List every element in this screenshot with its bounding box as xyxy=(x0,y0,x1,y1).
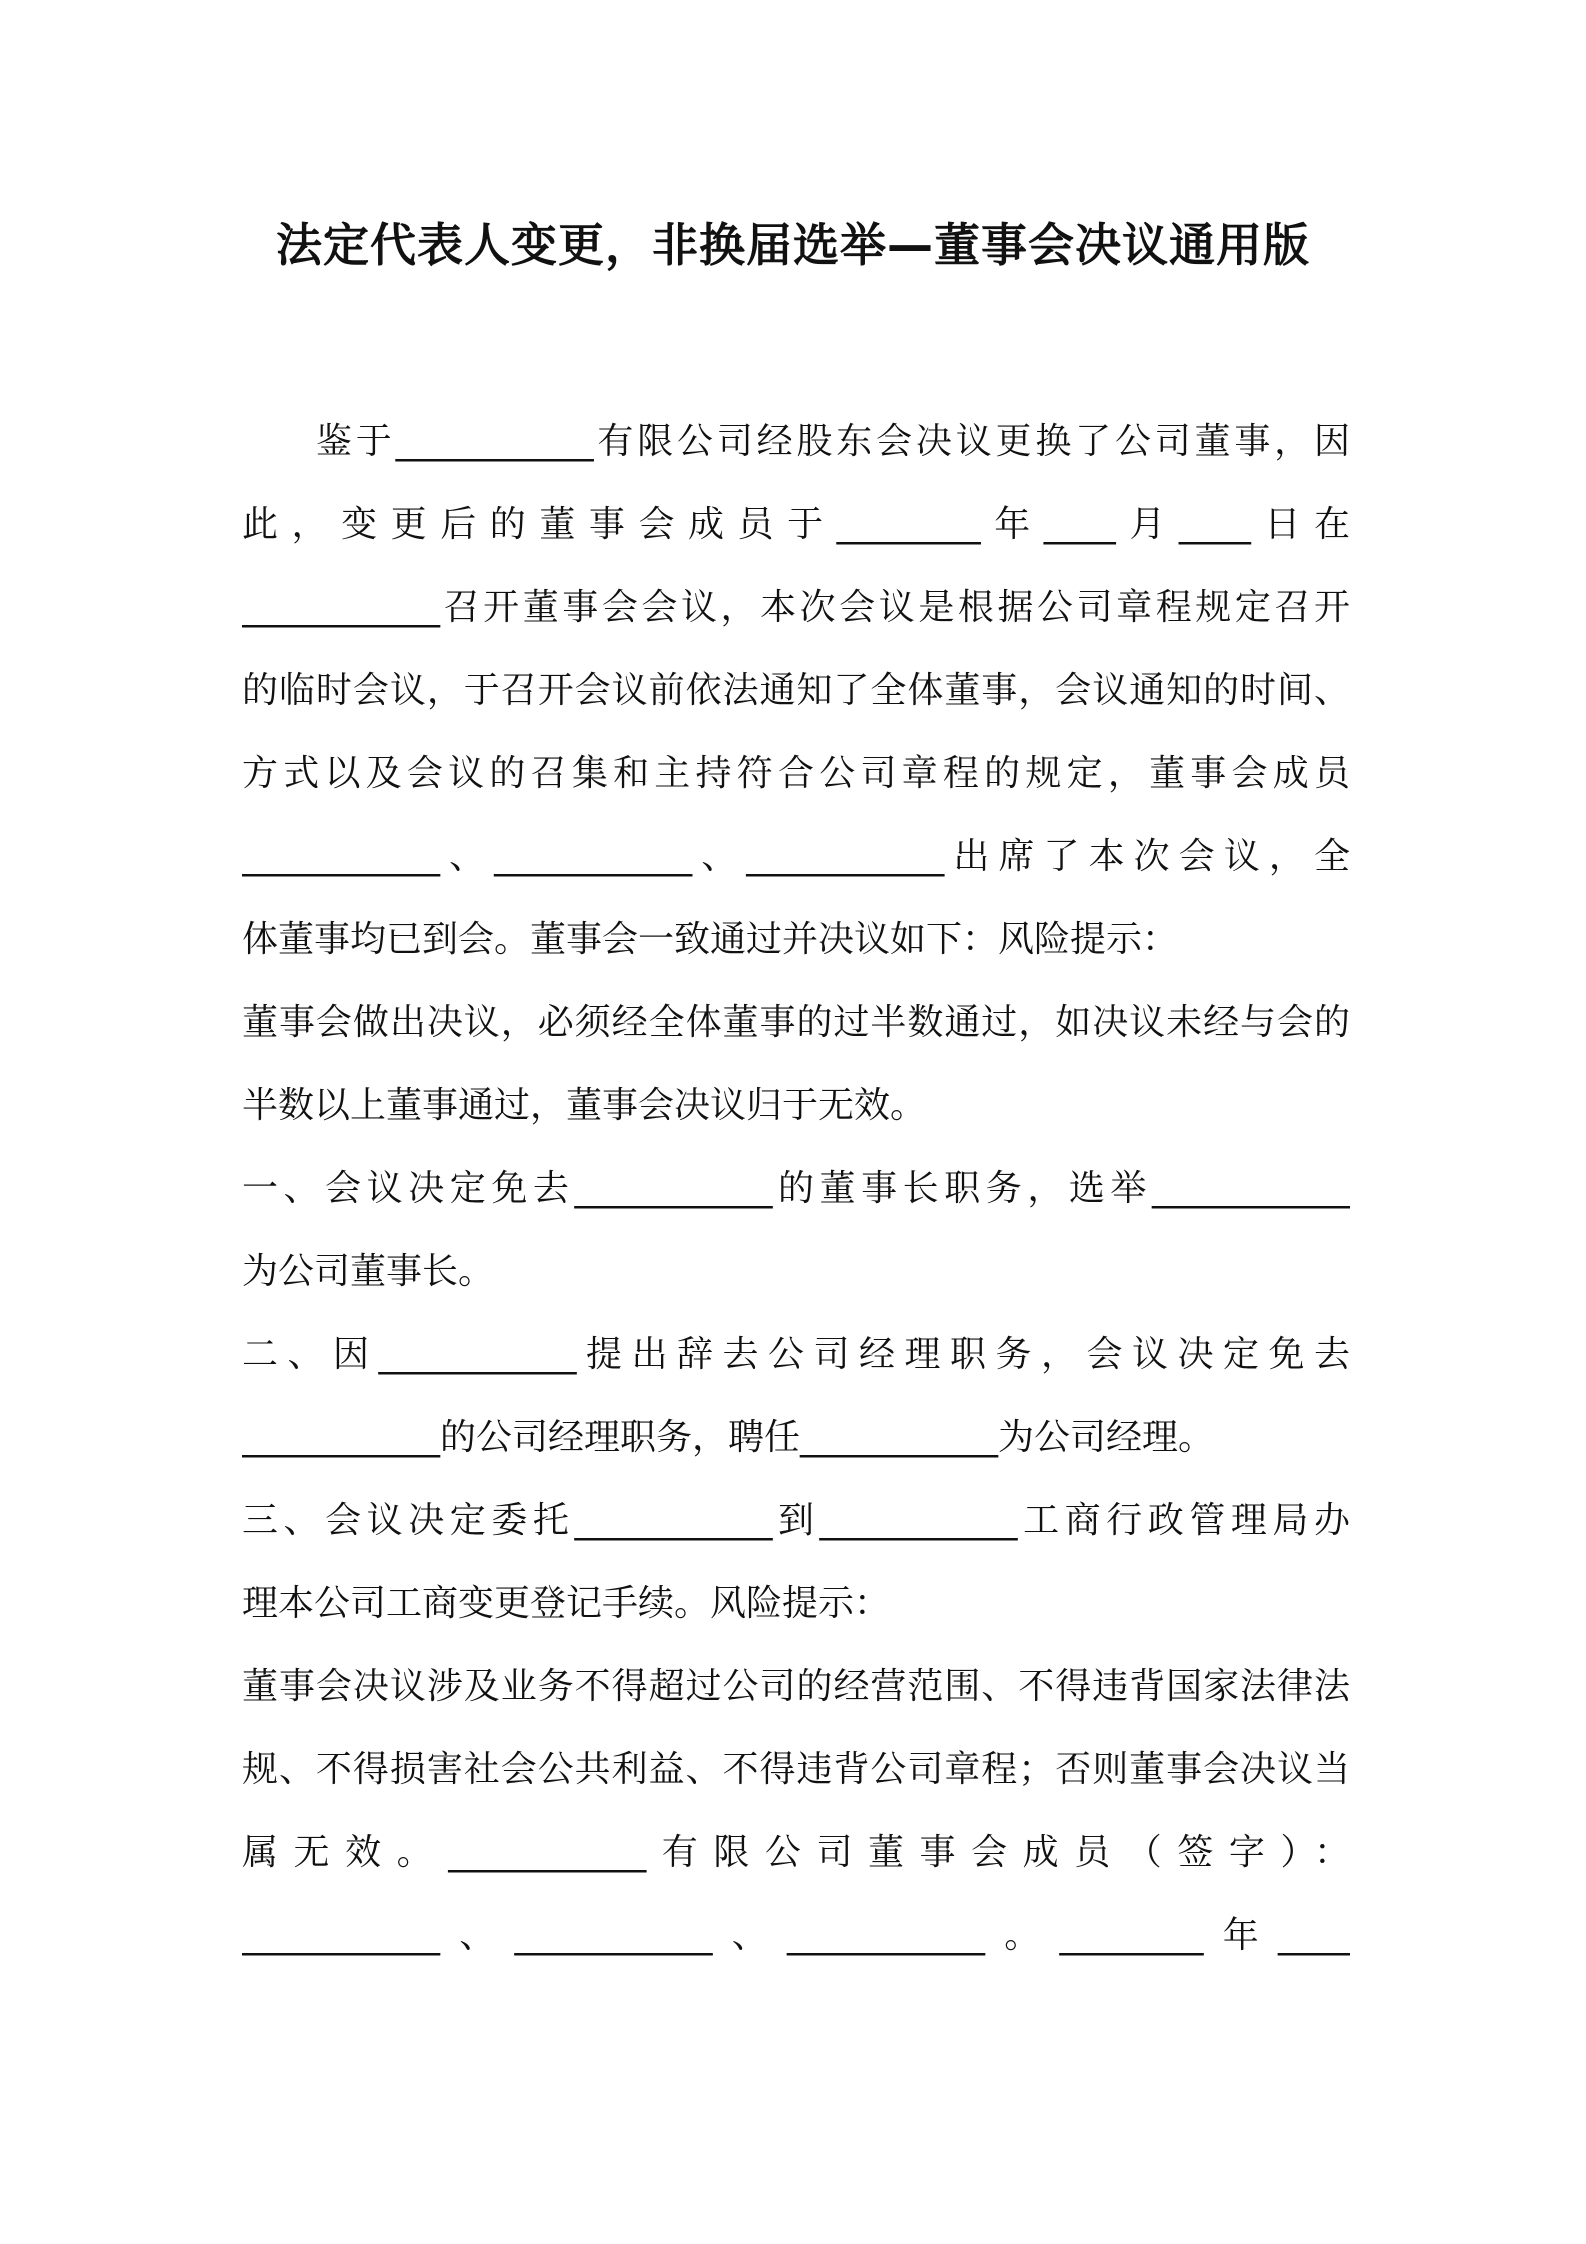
text-line: 一、会议决定免去___________的董事长职务，选举___________ xyxy=(242,1168,1350,1209)
text-line: ___________的公司经理职务，聘任___________为公司经理。 xyxy=(242,1417,1215,1458)
text-line: 三、会议决定委托___________到___________工商行政管理局办 xyxy=(242,1500,1350,1541)
text-line: 体董事均已到会。董事会一致通过并决议如下：风险提示： xyxy=(242,919,1179,960)
text-line: 为公司董事长。 xyxy=(242,1251,495,1292)
text-line: 鉴于___________有限公司经股东会决议更换了公司董事，因 xyxy=(316,421,1350,462)
text-line: 理本公司工商变更登记手续。风险提示： xyxy=(242,1583,891,1624)
text-line: 半数以上董事通过，董事会决议归于无效。 xyxy=(242,1085,927,1126)
text-line: 董事会做出决议，必须经全体董事的过半数通过，如决议未经与会的 xyxy=(242,1002,1350,1043)
text-line: 规、不得损害社会公共利益、不得违背公司章程；否则董事会决议当 xyxy=(242,1749,1350,1790)
document-body xyxy=(242,400,1350,1977)
text-line: 的临时会议，于召开会议前依法通知了全体董事，会议通知的时间、 xyxy=(242,670,1350,711)
text-line: ___________召开董事会会议，本次会议是根据公司章程规定召开 xyxy=(242,587,1350,628)
text-line: 此，变更后的董事会成员于________年____月____日在 xyxy=(242,504,1350,545)
text-line: ___________、___________、___________出席了本次会议，全 xyxy=(242,836,1350,877)
text-line: 属无效。___________有限公司董事会成员（签字）： xyxy=(242,1832,1350,1873)
text-line: ___________、___________、___________。________年____ xyxy=(242,1915,1350,1956)
text-line: 二、因___________提出辞去公司经理职务，会议决定免去 xyxy=(242,1334,1350,1375)
document-title: 法定代表人变更，非换届选举—董事会决议通用版 xyxy=(276,218,1310,272)
text-line: 方式以及会议的召集和主持符合公司章程的规定，董事会成员 xyxy=(242,753,1350,794)
text-line: 董事会决议涉及业务不得超过公司的经营范围、不得违背国家法律法 xyxy=(242,1666,1350,1707)
